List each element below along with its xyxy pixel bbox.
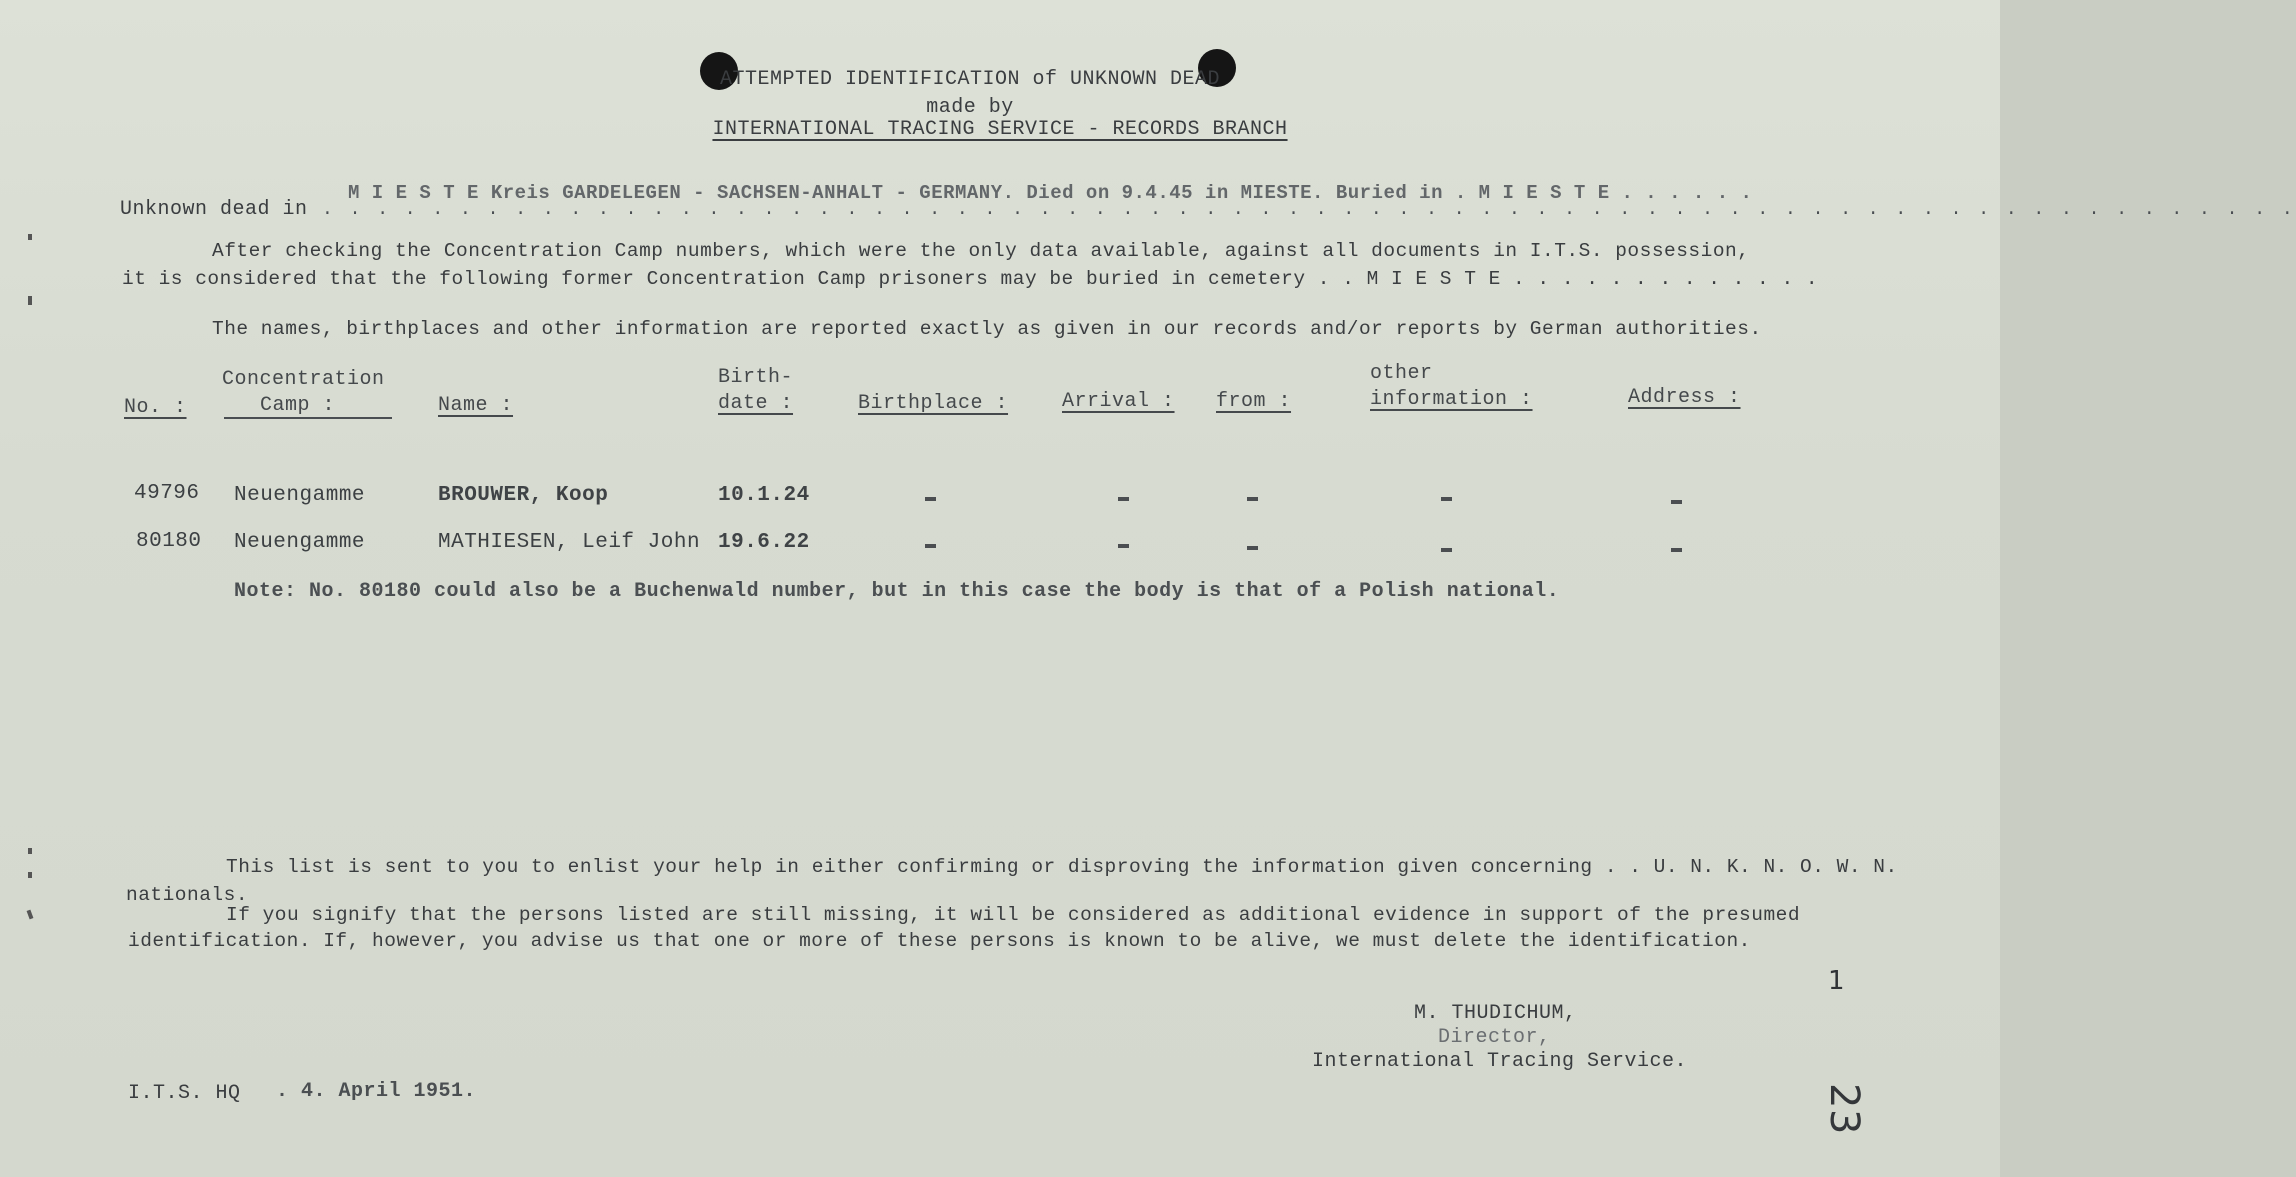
empty-other-dash xyxy=(1441,548,1452,552)
margin-mark xyxy=(28,296,32,305)
margin-mark xyxy=(27,910,34,920)
column-header-other-top: other xyxy=(1370,362,1433,385)
row-camp: Neuengamme xyxy=(234,531,366,554)
margin-mark xyxy=(28,234,32,240)
intro-line-2: it is considered that the following former Concentration Camp prisoners may be buried in cemetery . . M I E S T E . . . . . . . . . . . . . xyxy=(122,268,1819,290)
empty-from-dash xyxy=(1247,497,1258,501)
footer-date: . 4. April 1951. xyxy=(276,1080,477,1103)
column-header-birth-top: Birth- xyxy=(718,366,794,389)
column-header-address: Address : xyxy=(1628,386,1741,409)
column-header-no: No. : xyxy=(124,396,187,419)
signature-org: International Tracing Service. xyxy=(1312,1050,1688,1073)
empty-arrival-dash xyxy=(1118,497,1129,501)
column-header-other: information : xyxy=(1370,388,1533,411)
intro-line-1: After checking the Concentration Camp numbers, which were the only data available, against all documents in I.T.S. possession, xyxy=(212,240,1750,262)
empty-birthplace-dash xyxy=(925,497,936,501)
document-subtitle: made by xyxy=(926,96,1014,119)
page-number: 23 xyxy=(1820,1083,1867,1135)
empty-arrival-dash xyxy=(1118,544,1129,548)
margin-mark xyxy=(28,848,32,854)
closing-line-2: nationals. xyxy=(126,884,249,906)
closing-line-3: If you signify that the persons listed are still missing, it will be considered as additional evidence in support of the presumed xyxy=(226,904,1801,926)
document-title: ATTEMPTED IDENTIFICATION of UNKNOWN DEAD xyxy=(719,68,1221,91)
closing-line-1: This list is sent to you to enlist your help in either confirming or disproving the information given concerning . . U. N. K. N. O. W. N. xyxy=(226,856,1898,878)
column-header-camp-top: Concentration xyxy=(222,368,385,391)
row-name: MATHIESEN, Leif John xyxy=(438,531,701,554)
closing-line-4: identification. If, however, you advise us that one or more of these persons is known to be alive, we must delete the identification. xyxy=(128,930,1751,952)
empty-address-dash xyxy=(1671,548,1682,552)
column-header-name: Name : xyxy=(438,394,514,417)
signature-title: Director, xyxy=(1438,1026,1551,1049)
empty-birthplace-dash xyxy=(925,544,936,548)
row-number: 49796 xyxy=(134,482,200,505)
row-camp: Neuengamme xyxy=(234,484,366,507)
footer-location: I.T.S. HQ xyxy=(128,1082,241,1105)
column-header-birthplace: Birthplace : xyxy=(858,392,1009,415)
unknown-dead-dots: . . . . . . . . . . . . . . . . . . . . . . . . . . . . . . . . . . . . . . . . . . . . . . . . . . . . . . . . . . . . . . . . . . . . . . . . xyxy=(322,200,2296,220)
intro-line-3: The names, birthplaces and other information are reported exactly as given in our records and/or reports by German authorities. xyxy=(212,318,1762,340)
agency-name: INTERNATIONAL TRACING SERVICE - RECORDS BRANCH xyxy=(712,118,1288,141)
empty-other-dash xyxy=(1441,497,1452,501)
column-header-camp: Camp : xyxy=(224,394,392,419)
column-header-from: from : xyxy=(1216,390,1292,413)
empty-address-dash xyxy=(1671,500,1682,504)
row-birthdate: 19.6.22 xyxy=(718,531,810,554)
column-header-arrival: Arrival : xyxy=(1062,390,1175,413)
column-header-birthdate: date : xyxy=(718,392,794,415)
unknown-dead-label: Unknown dead in xyxy=(120,198,308,221)
unknown-dead-location: M I E S T E Kreis GARDELEGEN - SACHSEN-ANHALT - GERMANY. Died on 9.4.45 in MIESTE. Buried in . M I E S T E . . . . . . xyxy=(348,182,1753,204)
margin-mark xyxy=(28,872,32,878)
row-name: BROUWER, Koop xyxy=(438,484,609,507)
signature-name: M. THUDICHUM, xyxy=(1414,1002,1577,1025)
empty-from-dash xyxy=(1247,546,1258,550)
handwritten-margin-mark: 1 xyxy=(1828,966,1846,996)
row-birthdate: 10.1.24 xyxy=(718,484,810,507)
table-note: Note: No. 80180 could also be a Buchenwald number, but in this case the body is that of a Polish national. xyxy=(234,580,1560,603)
row-number: 80180 xyxy=(136,530,202,553)
